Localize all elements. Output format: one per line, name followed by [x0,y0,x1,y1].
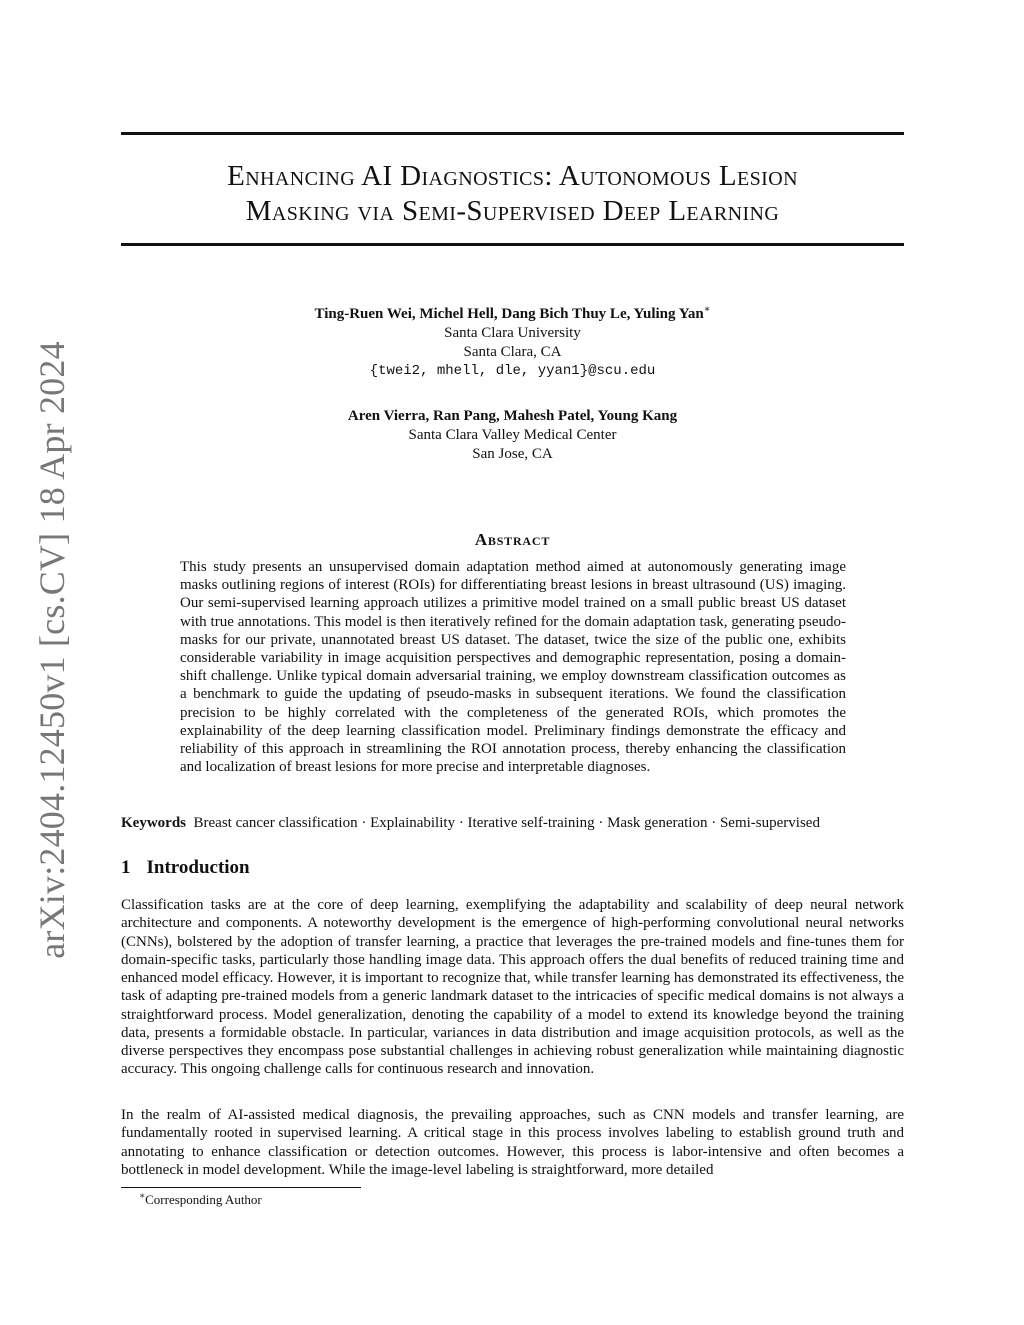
footnote [139,1192,262,1208]
keywords-line [121,814,904,832]
author-location: Santa Clara, CA [463,344,562,360]
author-block-2 [121,407,904,464]
footnote-marker: ∗ [139,1190,146,1201]
author-affiliation: Santa Clara University [444,325,581,341]
paper-title [121,159,904,229]
title-top-rule [121,132,904,135]
intro-paragraph-2: In the realm of AI-assisted medical diagnosis, the prevailing approaches, such as CNN models and transfer learning, are fundamentally rooted in supervised learning. A critical stage in this process involves labeling to establish ground truth and annotating to enhance classification or detection outcomes. However, this process is labor-intensive and often becomes a bottleneck in model development. While the image-level labeling is straightforward, more detailed [121,1107,904,1178]
section-number: 1 [121,857,131,878]
author-location: San Jose, CA [472,446,553,462]
footnote-text: Corresponding Author [145,1192,262,1207]
arxiv-identifier-stamp: arXiv:2404.12450v1 [cs.CV] 18 Apr 2024 [32,341,72,959]
corresponding-author-marker: ∗ [703,304,711,315]
title-line-1: Enhancing AI Diagnostics: Autonomous Lesion [227,160,798,192]
title-line-2: Masking via Semi-Supervised Deep Learning [245,195,780,227]
keywords-label: Keywords [121,815,186,831]
section-heading-introduction [121,857,250,879]
keywords-text: Breast cancer classification · Explainability · Iterative self-training · Mask generation · Semi-supervised [193,815,820,831]
abstract-text: This study presents an unsupervised domain adaptation method aimed at autonomously generating image masks outlining regions of interest (ROIs) for differentiating breast lesions in breast ultrasound (US) imaging. Our semi-supervised learning approach utilizes a primitive model trained on a small public breast US dataset with true annotations. This model is then iteratively refined for the domain adaptation task, generating pseudo-masks for our private, unannotated breast US dataset. The dataset, twice the size of the public one, exhibits considerable variability in image acquisition perspectives and demographic representation, posing a domain-shift challenge. Unlike typical domain adversarial training, we employ downstream classification outcomes as a benchmark to guide the updating of pseudo-masks in subsequent iterations. We found the classification precision to be highly correlated with the completeness of the generated ROIs, which promotes the explainability of the deep learning classification model. Preliminary findings demonstrate the efficacy and reliability of this approach in streamlining the ROI annotation process, thereby enhancing the classification and localization of breast lesions for more precise and interpretable diagnoses. [180,559,846,776]
footnote-rule [121,1187,361,1188]
author-names: Aren Vierra, Ran Pang, Mahesh Patel, Young Kang [347,408,678,424]
author-names: Ting-Ruen Wei, Michel Hell, Dang Bich Thuy Le, Yuling Yan [314,306,704,322]
author-block-1 [121,305,904,381]
section-title: Introduction [146,857,250,878]
author-email: {twei2, mhell, dle, yyan1}@scu.edu [369,363,656,379]
author-affiliation: Santa Clara Valley Medical Center [408,427,617,443]
intro-paragraph-1: Classification tasks are at the core of deep learning, exemplifying the adaptability and scalability of deep neural network architecture and components. A noteworthy development is the emergence of high-performing convolutional neural networks (CNNs), bolstered by the adoption of transfer learning, a practice that leverages the pre-trained models and fine-tunes them for domain-specific tasks, particularly those handling image data. This approach offers the dual benefits of reduced training time and enhanced model efficacy. However, it is important to recognize that, while transfer learning has demonstrated its effectiveness, the task of adapting pre-trained models from a generic landmark dataset to the intricacies of specific medical domains is not always a straightforward process. Model generalization, denoting the capability of a model to extend its knowledge beyond the training data, presents a formidable obstacle. In particular, variances in data distribution and image acquisition protocols, as well as the diverse perspectives they encompass pose substantial challenges in achieving robust generalization while maintaining diagnostic accuracy. This ongoing challenge calls for continuous research and innovation. [121,897,905,1078]
abstract-heading: Abstract [474,530,551,549]
title-bottom-rule [121,243,904,246]
